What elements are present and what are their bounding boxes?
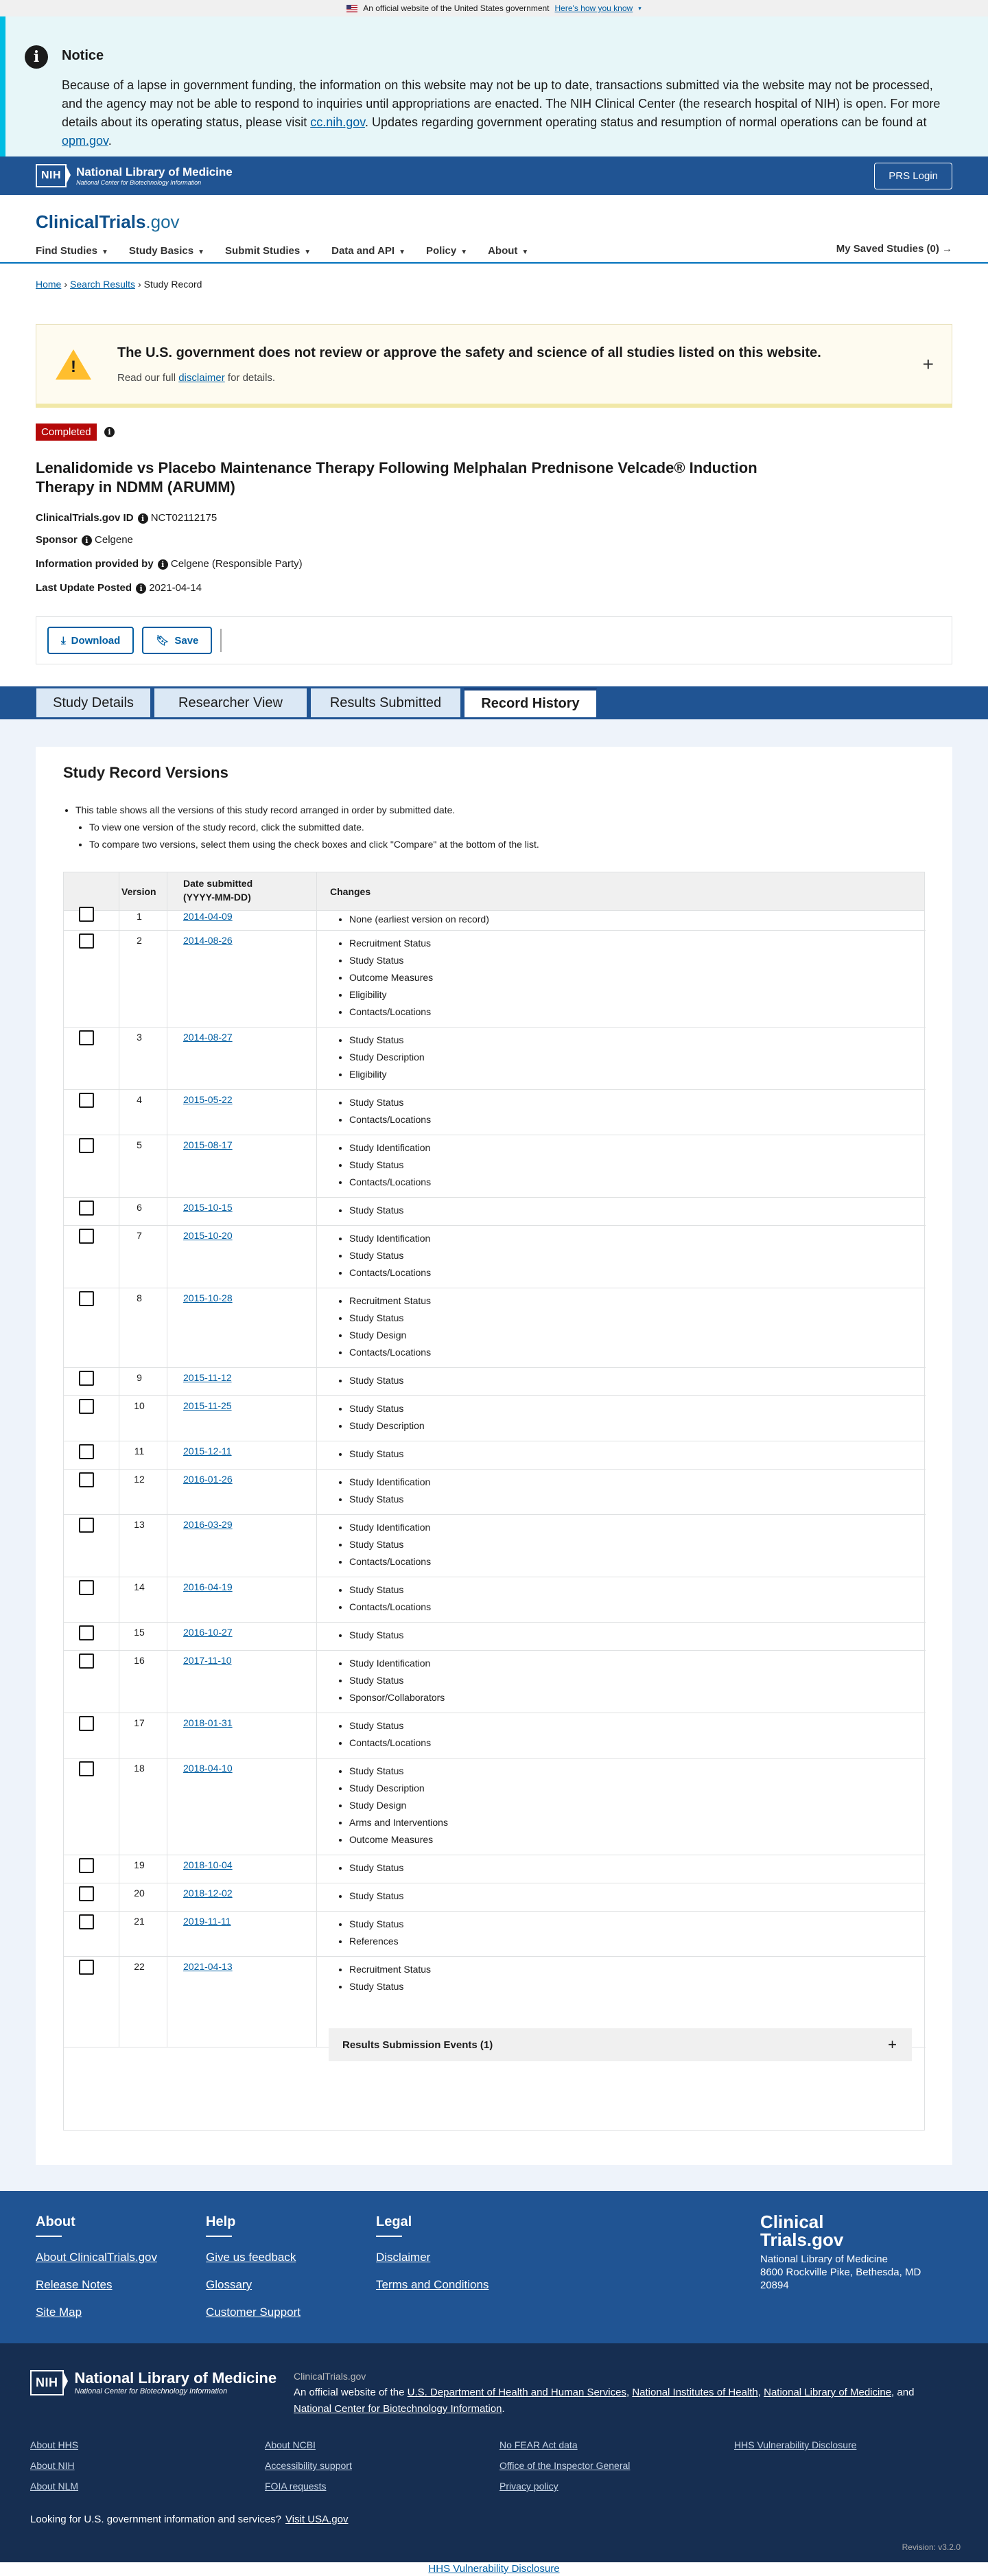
change-item: • Sponsor/Collaborators	[349, 1689, 445, 1706]
info-icon[interactable]: i	[158, 559, 168, 570]
version-date-link[interactable]: 2014-04-09	[183, 911, 233, 922]
compare-checkbox[interactable]	[79, 1761, 94, 1776]
change-item: • Contacts/Locations	[349, 1111, 431, 1128]
info-icon[interactable]: i	[104, 427, 115, 437]
changes-list	[349, 1202, 403, 1219]
nlm-title: National Library of Medicine	[76, 165, 233, 178]
bookmark-icon: 🔖︎	[156, 635, 169, 647]
meta-id: ClinicalTrials.gov ID i NCT02112175	[36, 512, 217, 524]
chevron-down-icon: ▾	[638, 4, 642, 12]
nav-about[interactable]: About ▼	[488, 245, 529, 257]
change-item: • Study Status	[349, 1400, 425, 1417]
version-number: 8	[137, 1292, 142, 1303]
changes-list	[349, 1292, 431, 1361]
changes-list	[349, 1859, 403, 1877]
nih-logo: NIH	[36, 164, 67, 187]
heres-how-you-know-link[interactable]: Here's how you know	[554, 3, 633, 13]
version-number: 9	[137, 1372, 142, 1383]
table-row	[64, 1368, 926, 1396]
version-number: 18	[134, 1763, 145, 1774]
main-nav	[36, 245, 952, 257]
about-nih-link[interactable]: About NIH	[30, 2460, 75, 2471]
compare-checkbox[interactable]	[79, 933, 94, 949]
version-date-link[interactable]: 2015-10-28	[183, 1292, 233, 1303]
version-number: 4	[137, 1094, 142, 1105]
table-row	[64, 1396, 926, 1441]
version-date-link[interactable]: 2015-05-22	[183, 1094, 233, 1105]
my-saved-studies-link[interactable]: My Saved Studies (0) →	[836, 243, 952, 255]
version-number: 13	[134, 1519, 145, 1530]
version-date-link[interactable]: 2019-11-11	[183, 1916, 231, 1927]
change-item: • References	[349, 1933, 403, 1950]
changes-list	[349, 1717, 431, 1752]
download-icon: ⤓	[61, 634, 66, 647]
us-flag-icon	[346, 5, 357, 12]
privacy-link[interactable]: Privacy policy	[499, 2481, 558, 2492]
version-date-link[interactable]: 2015-10-20	[183, 1230, 233, 1241]
compare-checkbox[interactable]	[79, 1472, 94, 1487]
compare-checkbox[interactable]	[79, 1858, 94, 1873]
meta-last-update: Last Update Posted i 2021-04-14	[36, 582, 202, 594]
version-number: 20	[134, 1888, 145, 1899]
version-date-link[interactable]: 2016-04-19	[183, 1581, 233, 1592]
nlm-footer	[0, 2343, 988, 2576]
divider	[220, 629, 222, 652]
compare-checkbox[interactable]	[79, 1291, 94, 1306]
footer-links-col3	[499, 2439, 630, 2501]
expand-plus-icon: +	[888, 2036, 897, 2053]
nlm-logo[interactable]	[36, 164, 233, 187]
arrow-right-icon: →	[942, 243, 952, 255]
change-item: • Study Status	[349, 952, 433, 969]
change-item: • Contacts/Locations	[349, 1003, 433, 1021]
shutdown-notice	[0, 16, 988, 156]
disclaimer-title: The U.S. government does not review or approve the safety and science of all studies listed on this website.	[117, 345, 821, 360]
change-item: • Study Status	[349, 1247, 431, 1264]
changes-list	[349, 1032, 425, 1083]
table-row	[64, 1028, 926, 1090]
usa-gov-link[interactable]: Visit USA.gov	[285, 2514, 349, 2525]
version-number: 14	[134, 1581, 145, 1592]
version-date-link[interactable]: 2016-01-26	[183, 1474, 233, 1485]
footer-links-col1	[30, 2439, 78, 2501]
change-item: • Study Identification	[349, 1139, 431, 1157]
version-number: 2	[137, 935, 142, 946]
hhs-vulnerability-link[interactable]: HHS Vulnerability Disclosure	[734, 2439, 857, 2450]
intro-list: • This table shows all the versions of this study record arranged in order by submitted date. • To view one version of the study record, click the submitted date. • To compare two versions, select them using the check boxes and click "Compare" at the bottom of the list.	[75, 802, 539, 853]
no-fear-link[interactable]: No FEAR Act data	[499, 2439, 578, 2450]
versions-table	[63, 872, 925, 2131]
table-row	[64, 1577, 926, 1623]
version-number: 22	[134, 1961, 145, 1972]
col-version: Version	[121, 886, 156, 897]
footer-glossary-link[interactable]: Glossary	[206, 2278, 252, 2291]
change-item: • Study Description	[349, 1417, 425, 1435]
compare-checkbox[interactable]	[79, 1653, 94, 1669]
changes-list	[349, 1139, 431, 1191]
change-item: • Study Status	[349, 1627, 403, 1644]
nlm-link[interactable]: National Library of Medicine	[764, 2387, 892, 2398]
change-item: • Study Status	[349, 1672, 445, 1689]
tab-study-details[interactable]: Study Details	[36, 688, 151, 718]
footer-about: About About ClinicalTrials.gov Release Notes Site Map	[36, 2214, 157, 2319]
disclaimer-link[interactable]: disclaimer	[178, 371, 225, 384]
table-row	[64, 1759, 926, 1855]
nav-policy[interactable]: Policy ▼	[426, 245, 468, 257]
version-date-link[interactable]: 2021-04-13	[183, 1961, 233, 1972]
chevron-down-icon: ▼	[399, 248, 405, 256]
usa-gov-text: Looking for U.S. government information and services? Visit USA.gov	[30, 2514, 349, 2525]
change-item: • Study Identification	[349, 1230, 431, 1247]
version-date-link[interactable]: 2015-11-25	[183, 1400, 232, 1411]
change-item: • Study Status	[349, 1536, 431, 1553]
change-item: • Eligibility	[349, 1066, 425, 1083]
nav-find-studies[interactable]: Find Studies ▼	[36, 245, 108, 257]
about-nlm-link[interactable]: About NLM	[30, 2481, 79, 2492]
version-number: 1	[137, 911, 142, 922]
version-number: 17	[134, 1717, 145, 1728]
footer-terms-link[interactable]: Terms and Conditions	[376, 2278, 489, 2291]
compare-checkbox[interactable]	[79, 1580, 94, 1595]
tab-record-history[interactable]: Record History	[464, 688, 597, 718]
hhs-link[interactable]: U.S. Department of Health and Human Services	[407, 2387, 626, 2398]
accessibility-link[interactable]: Accessibility support	[265, 2460, 352, 2471]
compare-checkbox[interactable]	[79, 1625, 94, 1640]
change-item: • Study Status	[349, 1859, 403, 1877]
change-item: • Study Status	[349, 1310, 431, 1327]
foia-link[interactable]: FOIA requests	[265, 2481, 327, 2492]
change-item: • Eligibility	[349, 986, 433, 1003]
version-date-link[interactable]: 2016-03-29	[183, 1519, 233, 1530]
table-row	[64, 1912, 926, 1957]
info-icon[interactable]: i	[138, 513, 148, 524]
compare-checkbox[interactable]	[79, 1444, 94, 1459]
inspector-general-link[interactable]: Office of the Inspector General	[499, 2460, 631, 2471]
version-date-link[interactable]: 2018-12-02	[183, 1888, 233, 1899]
changes-list	[349, 935, 433, 1021]
changes-list	[349, 1094, 431, 1128]
nlm-subtitle: National Center for Biotechnology Information	[76, 179, 202, 186]
version-number: 10	[134, 1400, 145, 1411]
compare-checkbox[interactable]	[79, 1030, 94, 1045]
version-date-link[interactable]: 2015-10-15	[183, 1202, 233, 1213]
revision: Revision: v3.2.0	[902, 2542, 961, 2552]
change-item: • Outcome Measures	[349, 1831, 448, 1848]
results-submission-events[interactable]: Results Submission Events (1) +	[329, 2028, 912, 2061]
version-number: 16	[134, 1655, 145, 1666]
chevron-down-icon: ▼	[304, 248, 311, 256]
opm-link[interactable]: opm.gov	[62, 134, 108, 148]
version-number: 3	[137, 1032, 142, 1043]
changes-list	[349, 1400, 425, 1435]
footer-nlm-logo[interactable]: NIH National Library of Medicine National Center for Biotechnology Information	[30, 2369, 277, 2395]
version-number: 15	[134, 1627, 145, 1638]
notice-body: Because of a lapse in government funding, the information on this website may not be up to date, transactions submitted via the website may not be processed, and the agency may not be able to respond to inquiries until appropriations are enacted. The NIH Clinical Center (the research hospital of NIH) is open. For more details about its operating status, please visit cc.nih.gov. Updates regarding government operating status and resumption of normal operations can be found at opm.gov.	[62, 78, 941, 148]
version-date-link[interactable]: 2018-10-04	[183, 1859, 233, 1870]
actions-toolbar	[36, 616, 952, 664]
footer-feedback-link[interactable]: Give us feedback	[206, 2251, 296, 2264]
table-row	[64, 1515, 926, 1577]
breadcrumb-current: Study Record	[143, 279, 202, 290]
clinicaltrials-logo[interactable]: ClinicalTrials.gov	[36, 211, 180, 232]
info-icon: i	[25, 45, 48, 69]
compare-checkbox[interactable]	[79, 1399, 94, 1414]
gov-banner	[0, 0, 988, 16]
chevron-right-icon: ›	[137, 279, 141, 290]
breadcrumb-home[interactable]: Home	[36, 279, 62, 290]
breadcrumb	[0, 264, 988, 297]
table-row	[64, 1288, 926, 1368]
compare-checkbox[interactable]	[79, 1093, 94, 1108]
changes-list	[349, 1519, 431, 1570]
version-number: 6	[137, 1202, 142, 1213]
changes-list	[349, 1581, 431, 1616]
changes-list	[349, 1888, 403, 1905]
change-item: • Contacts/Locations	[349, 1734, 431, 1752]
change-item: • Study Status	[349, 1372, 403, 1389]
col-changes: Changes	[330, 886, 371, 897]
chevron-down-icon: ▼	[102, 248, 108, 256]
nav-study-basics[interactable]: Study Basics ▼	[128, 245, 205, 257]
nlm-bar	[0, 156, 988, 195]
changes-list	[349, 1961, 431, 1995]
changes-list	[349, 911, 489, 928]
compare-checkbox[interactable]	[79, 1716, 94, 1731]
compare-checkbox[interactable]	[79, 1138, 94, 1153]
version-date-link[interactable]: 2016-10-27	[183, 1627, 233, 1638]
footer-legal: Legal Disclaimer Terms and Conditions	[376, 2214, 489, 2291]
change-item: • Study Status	[349, 1978, 431, 1995]
version-number: 12	[134, 1474, 145, 1485]
changes-list	[349, 1372, 403, 1389]
compare-checkbox[interactable]	[79, 907, 94, 922]
table-row	[64, 911, 926, 931]
changes-list	[349, 1446, 403, 1463]
nav-submit-studies[interactable]: Submit Studies ▼	[225, 245, 311, 257]
change-item: • Study Status	[349, 1202, 403, 1219]
table-row	[64, 1198, 926, 1226]
column-divider	[316, 872, 317, 2047]
table-row	[64, 1623, 926, 1651]
version-number: 19	[134, 1859, 145, 1870]
notice-title: Notice	[62, 48, 104, 63]
footer-links-col4	[734, 2439, 856, 2460]
footer-links-col2	[265, 2439, 352, 2501]
compare-checkbox[interactable]	[79, 1200, 94, 1216]
footer-help: Help Give us feedback Glossary Customer Support	[206, 2214, 301, 2319]
changes-list	[349, 1763, 448, 1848]
gov-banner-text: An official website of the United States government	[363, 3, 550, 13]
change-item: • Study Identification	[349, 1655, 445, 1672]
nih-link[interactable]: National Institutes of Health	[632, 2387, 758, 2398]
change-item: • Study Identification	[349, 1474, 430, 1491]
about-hhs-link[interactable]: About HHS	[30, 2439, 79, 2450]
info-icon[interactable]: i	[82, 535, 92, 546]
change-item: • Contacts/Locations	[349, 1599, 431, 1616]
footer-official-text: ClinicalTrials.gov An official website of the U.S. Department of Health and Human Services, National Institutes of Health, National Library of Medicine, and National Center for Biotechnology Information.	[294, 2371, 915, 2415]
compare-checkbox[interactable]	[79, 1914, 94, 1929]
warning-icon: !	[56, 349, 91, 380]
change-item: • Study Status	[349, 1717, 431, 1734]
version-number: 21	[134, 1916, 145, 1927]
change-item: • Study Status	[349, 1491, 430, 1508]
table-row	[64, 1855, 926, 1883]
site-footer	[0, 2191, 988, 2343]
bottom-vulnerability-link: HHS Vulnerability Disclosure	[0, 2562, 988, 2576]
chevron-down-icon: ▼	[198, 248, 205, 256]
change-item: • Recruitment Status	[349, 935, 433, 952]
meta-sponsor: Sponsor i Celgene	[36, 534, 133, 546]
site-header	[0, 195, 988, 264]
version-date-link[interactable]: 2018-01-31	[183, 1717, 233, 1728]
change-item: • Study Design	[349, 1797, 448, 1814]
prs-login-button[interactable]: PRS Login	[874, 163, 952, 189]
download-button[interactable]: ⤓ Download	[47, 627, 134, 654]
change-item: • Recruitment Status	[349, 1292, 431, 1310]
change-item: • Study Status	[349, 1157, 431, 1174]
footer-disclaimer-link[interactable]: Disclaimer	[376, 2251, 431, 2264]
change-item: • Arms and Interventions	[349, 1814, 448, 1831]
change-item: • None (earliest version on record)	[349, 911, 489, 928]
col-date-submitted: Date submitted	[183, 878, 253, 889]
changes-list	[349, 1916, 403, 1950]
change-item: • Study Status	[349, 1916, 403, 1933]
version-number: 11	[134, 1446, 145, 1457]
disclaimer-text: Read our full disclaimer for details.	[117, 371, 276, 384]
info-icon[interactable]: i	[136, 583, 146, 594]
compare-checkbox[interactable]	[79, 1886, 94, 1901]
table-row	[64, 1713, 926, 1759]
compare-checkbox[interactable]	[79, 1371, 94, 1386]
changes-list	[349, 1627, 403, 1644]
changes-list	[349, 1230, 431, 1281]
about-ncbi-link[interactable]: About NCBI	[265, 2439, 316, 2450]
chevron-right-icon: ›	[64, 279, 68, 290]
nav-data-api[interactable]: Data and API ▼	[331, 245, 405, 257]
table-row	[64, 1441, 926, 1470]
page-title: Lenalidomide vs Placebo Maintenance Therapy Following Melphalan Prednisone Velcade® Induction Therapy in NDMM (ARUMM)	[36, 459, 757, 496]
meta-provided-by: Information provided by i Celgene (Responsible Party)	[36, 558, 303, 570]
compare-checkbox[interactable]	[79, 1229, 94, 1244]
section-heading: Study Record Versions	[63, 764, 228, 781]
change-item: • Study Identification	[349, 1519, 431, 1536]
compare-checkbox[interactable]	[79, 1518, 94, 1533]
footer-site-map-link[interactable]: Site Map	[36, 2306, 82, 2319]
version-number: 7	[137, 1230, 142, 1241]
table-row	[64, 1651, 926, 1713]
disclaimer-banner	[36, 324, 952, 408]
change-item: • Contacts/Locations	[349, 1344, 431, 1361]
change-item: • Study Status	[349, 1094, 431, 1111]
changes-list	[349, 1474, 430, 1508]
col-date-format: (YYYY-MM-DD)	[183, 892, 251, 903]
expand-plus-icon[interactable]: +	[922, 353, 934, 375]
change-item: • Recruitment Status	[349, 1961, 431, 1978]
save-button[interactable]: 🔖︎ Save	[142, 627, 212, 654]
change-item: • Study Description	[349, 1049, 425, 1066]
change-item: • Study Status	[349, 1581, 431, 1599]
footer-about-link[interactable]: About ClinicalTrials.gov	[36, 2251, 157, 2264]
table-row	[64, 1883, 926, 1912]
version-date-link[interactable]: 2014-08-26	[183, 935, 233, 946]
version-date-link[interactable]: 2015-11-12	[183, 1372, 232, 1383]
footer-support-link[interactable]: Customer Support	[206, 2306, 301, 2319]
change-item: • Study Status	[349, 1446, 403, 1463]
change-item: • Study Status	[349, 1032, 425, 1049]
ncbi-link[interactable]: National Center for Biotechnology Information	[294, 2403, 502, 2415]
changes-list	[349, 1655, 445, 1706]
tab-researcher-view[interactable]: Researcher View	[154, 688, 307, 718]
chevron-down-icon: ▼	[460, 248, 468, 256]
compare-checkbox[interactable]	[79, 1960, 94, 1975]
version-date-link[interactable]: 2015-08-17	[183, 1139, 233, 1150]
version-date-link[interactable]: 2014-08-27	[183, 1032, 233, 1043]
change-item: • Study Status	[349, 1763, 448, 1780]
version-date-link[interactable]: 2015-12-11	[183, 1446, 232, 1457]
table-row	[64, 1090, 926, 1135]
status-badge: Completed	[36, 423, 97, 441]
change-item: • Outcome Measures	[349, 969, 433, 986]
breadcrumb-search-results[interactable]: Search Results	[70, 279, 135, 290]
table-row	[64, 1470, 926, 1515]
tab-results-submitted[interactable]: Results Submitted	[310, 688, 461, 718]
table-row	[64, 1226, 926, 1288]
footer-release-notes-link[interactable]: Release Notes	[36, 2278, 113, 2291]
footer-logo: Clinical Trials.gov National Library of Medicine 8600 Rockville Pike, Bethesda, MD 20894	[760, 2212, 921, 2291]
chevron-down-icon: ▼	[521, 248, 529, 256]
change-item: • Study Design	[349, 1327, 431, 1344]
table-row	[64, 1135, 926, 1198]
change-item: • Contacts/Locations	[349, 1553, 431, 1570]
change-item: • Study Status	[349, 1888, 403, 1905]
table-header	[64, 872, 924, 911]
cc-nih-link[interactable]: cc.nih.gov	[310, 115, 365, 129]
change-item: • Contacts/Locations	[349, 1264, 431, 1281]
table-row	[64, 931, 926, 1028]
change-item: • Contacts/Locations	[349, 1174, 431, 1191]
version-date-link[interactable]: 2017-11-10	[183, 1655, 232, 1666]
change-item: • Study Description	[349, 1780, 448, 1797]
version-number: 5	[137, 1139, 142, 1150]
record-versions-card	[36, 747, 952, 2165]
version-date-link[interactable]: 2018-04-10	[183, 1763, 233, 1774]
